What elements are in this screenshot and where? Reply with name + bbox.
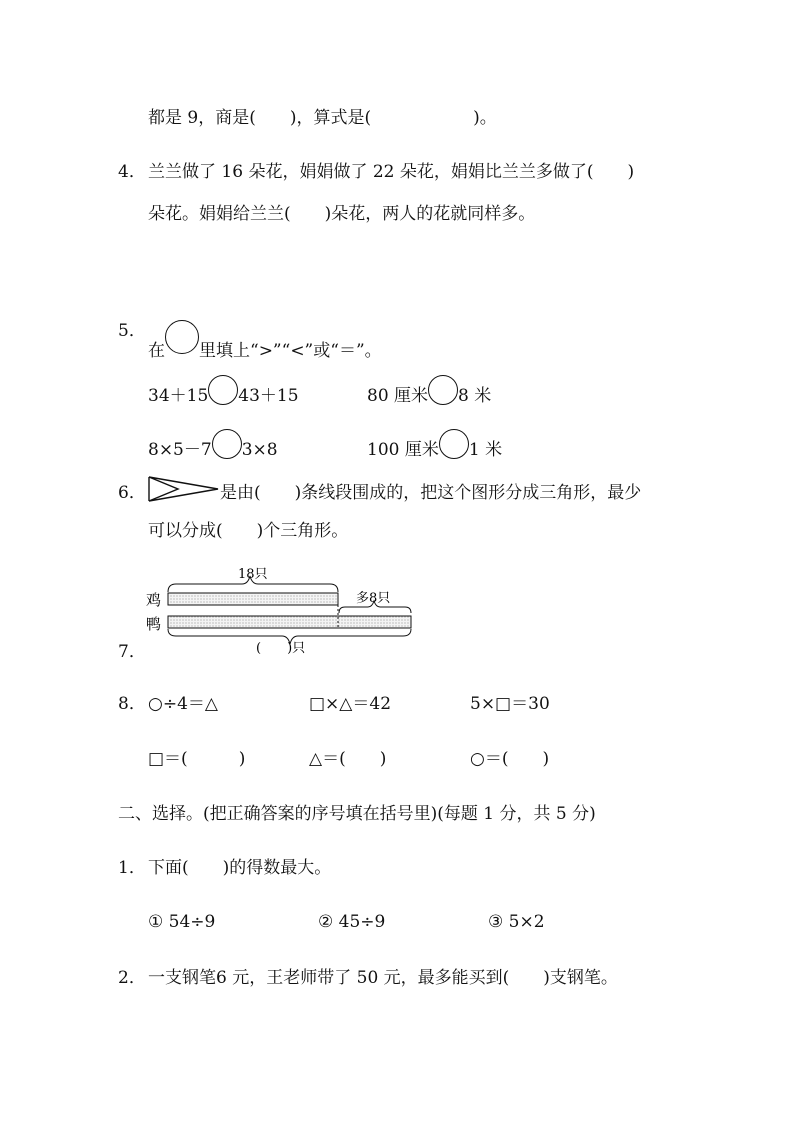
line-segment-diagram [140,562,430,662]
s2q1-option-2[interactable]: ② 45÷9 [318,912,386,932]
q4-line1: 兰兰做了 16 朵花，娟娟做了 22 朵花，娟娟比兰兰多做了( ) [148,162,635,182]
q5-item-3-right: 3×8 [241,440,278,460]
q6-line1: 是由( )条线段围成的，把这个图形分成三角形，最少 [220,483,642,503]
q7-number: 7． [118,642,146,662]
q4-number: 4． [118,162,146,182]
chicken-label: 鸡 [146,591,162,609]
q5-item-2-right: 8 米 [458,386,492,406]
q3-continuation: 都是 9，商是( )，算式是( )。 [148,108,497,128]
q5-item-4 [367,429,502,461]
arrow-shape-icon [148,474,220,504]
s2q2-text: 一支钢笔6 元，王老师带了 50 元，最多能买到( )支钢笔。 [148,968,618,988]
q5-item-4-left: 100 厘米 [367,440,439,460]
section-2-title: 二、选择。(把正确答案的序号填在括号里)(每题 1 分，共 5 分) [118,804,596,824]
q5-number: 5． [118,321,146,341]
answer-circle-icon[interactable] [212,429,242,459]
answer-circle-icon[interactable] [428,375,458,405]
q8-number: 8． [118,694,146,714]
q8-eq1: ○÷4＝△ [148,694,218,714]
duck-bar [168,616,411,628]
q5-pre: 在 [148,341,165,361]
s2q1-text: 下面( )的得数最大。 [148,858,332,878]
s2q1-number: 1． [118,858,146,878]
compare-circle-icon [165,320,199,354]
q6-number: 6． [118,483,146,503]
q5-item-1-left: 34＋15 [148,386,209,406]
chicken-bar [168,593,338,605]
answer-circle-icon[interactable] [208,375,238,405]
top-brace-label: 18只 [238,567,268,582]
answer-circle-icon[interactable] [439,429,469,459]
q5-item-2-left: 80 厘米 [367,386,429,406]
q8-eq2: □×△＝42 [309,694,392,714]
s2q1-option-1[interactable]: ① 54÷9 [148,912,216,932]
q4-line2: 朵花。娟娟给兰兰( )朵花，两人的花就同样多。 [148,204,536,224]
q8-ans2[interactable]: △＝( ) [309,749,387,769]
s2q1-option-3[interactable]: ③ 5×2 [488,912,545,932]
q8-ans1[interactable]: □＝( ) [148,749,246,769]
bottom-brace-label: ( )只 [256,641,306,656]
extra-brace-label: 多8只 [356,591,391,606]
q5-post: 里填上“>”“<”或“＝”。 [199,341,382,361]
s2q2-number: 2． [118,968,146,988]
q5-item-3-left: 8×5－7 [148,440,212,460]
q5-item-1 [148,375,299,407]
q5-item-1-right: 43＋15 [238,386,299,406]
q8-eq3: 5×□＝30 [470,694,550,714]
q6-line2: 可以分成( )个三角形。 [148,521,349,541]
q5-instruction [148,320,382,362]
duck-label: 鸭 [146,615,162,633]
q5-item-4-right: 1 米 [468,440,503,460]
q5-item-3 [148,429,278,461]
q8-ans3[interactable]: ○＝( ) [470,749,550,769]
q5-item-2 [367,375,491,407]
